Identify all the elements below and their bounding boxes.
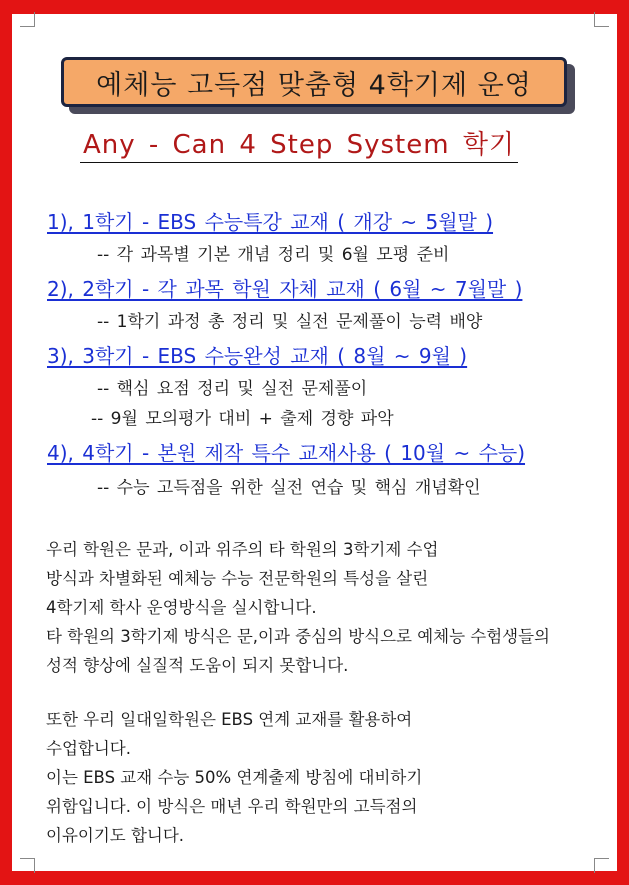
ebs-paragraph xyxy=(46,705,422,850)
step-3-detail-2: -- 9월 모의평가 대비 + 출제 경향 파악 xyxy=(91,409,394,429)
crop-mark-top-right xyxy=(594,12,609,27)
paragraph-line: 위함입니다. 이 방식은 매년 우리 학원만의 고득점의 xyxy=(46,797,418,816)
paragraph-line: 4학기제 학사 운영방식을 실시합니다. xyxy=(46,598,317,617)
paragraph-line: 성적 향상에 실질적 도움이 되지 못합니다. xyxy=(46,656,349,675)
step-4-detail: -- 수능 고득점을 위한 실전 연습 및 핵심 개념확인 xyxy=(97,478,481,498)
paragraph-line: 이유이기도 합니다. xyxy=(46,826,185,845)
step-1-heading: 1), 1학기 - EBS 수능특강 교재 ( 개강 ~ 5월말 ) xyxy=(47,210,494,234)
step-1-detail: -- 각 과목별 기본 개념 정리 및 6월 모평 준비 xyxy=(97,245,450,265)
paragraph-line: 이는 EBS 교재 수능 50% 연계출제 방침에 대비하기 xyxy=(46,768,423,787)
crop-mark-top-left xyxy=(20,12,35,27)
crop-mark-bottom-right xyxy=(594,858,609,873)
step-2-detail: -- 1학기 과정 총 정리 및 실전 문제풀이 능력 배양 xyxy=(97,312,483,332)
paragraph-line: 또한 우리 일대일학원은 EBS 연계 교재를 활용하여 xyxy=(46,710,413,729)
step-3-detail-1: -- 핵심 요점 정리 및 실전 문제풀이 xyxy=(97,379,368,399)
page-subtitle: Any - Can 4 Step System 학기 xyxy=(80,128,518,163)
paragraph-line: 타 학원의 3학기제 방식은 문,이과 중심의 방식으로 예체능 수험생들의 xyxy=(46,627,550,646)
paragraph-line: 우리 학원은 문과, 이과 위주의 타 학원의 3학기제 수업 xyxy=(46,540,439,559)
paragraph-line: 수업합니다. xyxy=(46,739,131,758)
page-title: 예체능 고득점 맞춤형 4학기제 운영 xyxy=(61,57,567,107)
crop-mark-bottom-left xyxy=(20,858,35,873)
paragraph-line: 방식과 차별화된 예체능 수능 전문학원의 특성을 살린 xyxy=(46,569,429,588)
step-4-heading: 4), 4학기 - 본원 제작 특수 교재사용 ( 10월 ~ 수능) xyxy=(47,441,526,465)
intro-paragraph xyxy=(46,535,550,680)
step-2-heading: 2), 2학기 - 각 과목 학원 자체 교재 ( 6월 ~ 7월말 ) xyxy=(47,277,523,301)
step-3-heading: 3), 3학기 - EBS 수능완성 교재 ( 8월 ~ 9월 ) xyxy=(47,344,468,368)
